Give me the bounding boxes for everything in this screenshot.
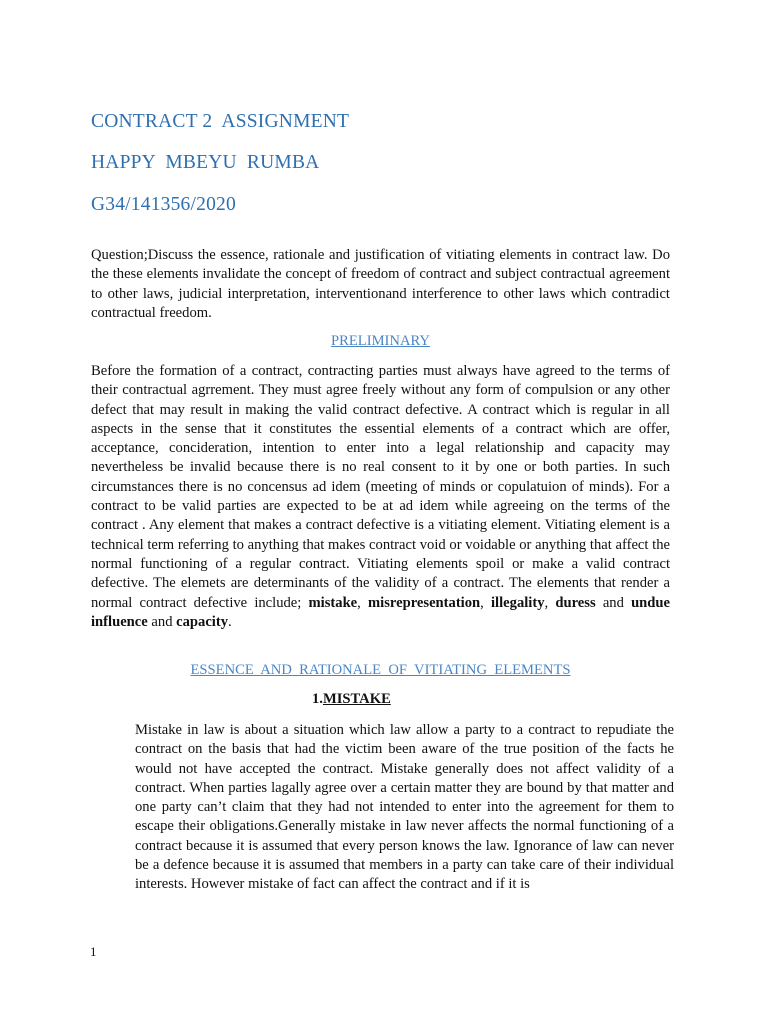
separator: , (544, 594, 556, 611)
mistake-heading (312, 691, 391, 708)
separator: , (480, 594, 484, 611)
element-misrepresentation: misrepresentation (368, 594, 481, 611)
element-duress: duress (555, 594, 596, 611)
element-illegality: illegality (491, 594, 545, 611)
page-number: 1 (90, 944, 97, 959)
registration-number: G34/141356/2020 (91, 194, 236, 215)
end-punctuation: . (228, 613, 232, 630)
preliminary-paragraph (91, 362, 670, 632)
element-capacity: capacity (176, 613, 229, 630)
essence-heading: ESSENCE AND RATIONALE OF VITIATING ELEMENTS (190, 662, 571, 678)
preliminary-heading: PRELIMINARY (331, 333, 430, 349)
mistake-title: MISTAKE (322, 691, 391, 707)
document-title: CONTRACT 2 ASSIGNMENT (91, 111, 350, 132)
mistake-paragraph: Mistake in law is about a situation which law allow a party to a contract to repudiate the contract on the basis that had the victim been aware of the true position of the facts he would not have accepted the contract. Mistake generally does not affect validity of a contract. When parties lagally agree over a certain matter they are bound by that matter and one party can’t claim that they had not intended to enter into the agreement for them to escape their obligations.Generally mistake in law never affects the normal functioning of a contract because it is assumed that every person knows the law. Ignorance of law can never be a defence because it is assumed that members in a party can take care of their individual interests. However mistake of fact can affect the contract and if it is (135, 722, 674, 893)
separator: and (147, 613, 177, 630)
separator: , (357, 594, 368, 611)
mistake-number: 1. (312, 691, 323, 707)
preliminary-text: Before the formation of a contract, contracting parties must always have agreed to the terms of their contractual agrrement. They must agree freely without any form of compulsion or any other defect that may result in making the valid contract defective. A contract which is regular in all aspects in the sense that it constitutes the essential elements of a contract which are offer, acceptance, concideration, intention to enter into a legal relationship and capacity may nevertheless be invalid because there is no real consent to it by one or both parties. In such circumstances there is no concensus ad idem (meeting of minds or copulatuion of minds). For a contract to be valid parties are expected to be at ad idem while agreeing on the terms of the contract . Any element that makes a contract defective is a vitiating element. Vitiating element is a technical term referring to anything that makes contract void or voidable or anything that affect the normal functioning of a regular contract. Vitiating elements spoil or make a valid contract defective. The elemets are determinants of the validity of a contract. The elements that render a normal contract defective include; (91, 363, 670, 611)
question-paragraph: Question;Discuss the essence, rationale and justification of vitiating elements in contract law. Do the these elements invalidate the concept of freedom of contract and subject contractual agreement to other laws, judicial interpretation, interventionand interference to other laws which contradict contractual freedom. (91, 247, 670, 321)
element-undue-influence: undue influence (91, 594, 671, 630)
author-name: HAPPY MBEYU RUMBA (91, 152, 320, 173)
element-mistake: mistake (308, 594, 358, 611)
separator: and (595, 594, 632, 611)
